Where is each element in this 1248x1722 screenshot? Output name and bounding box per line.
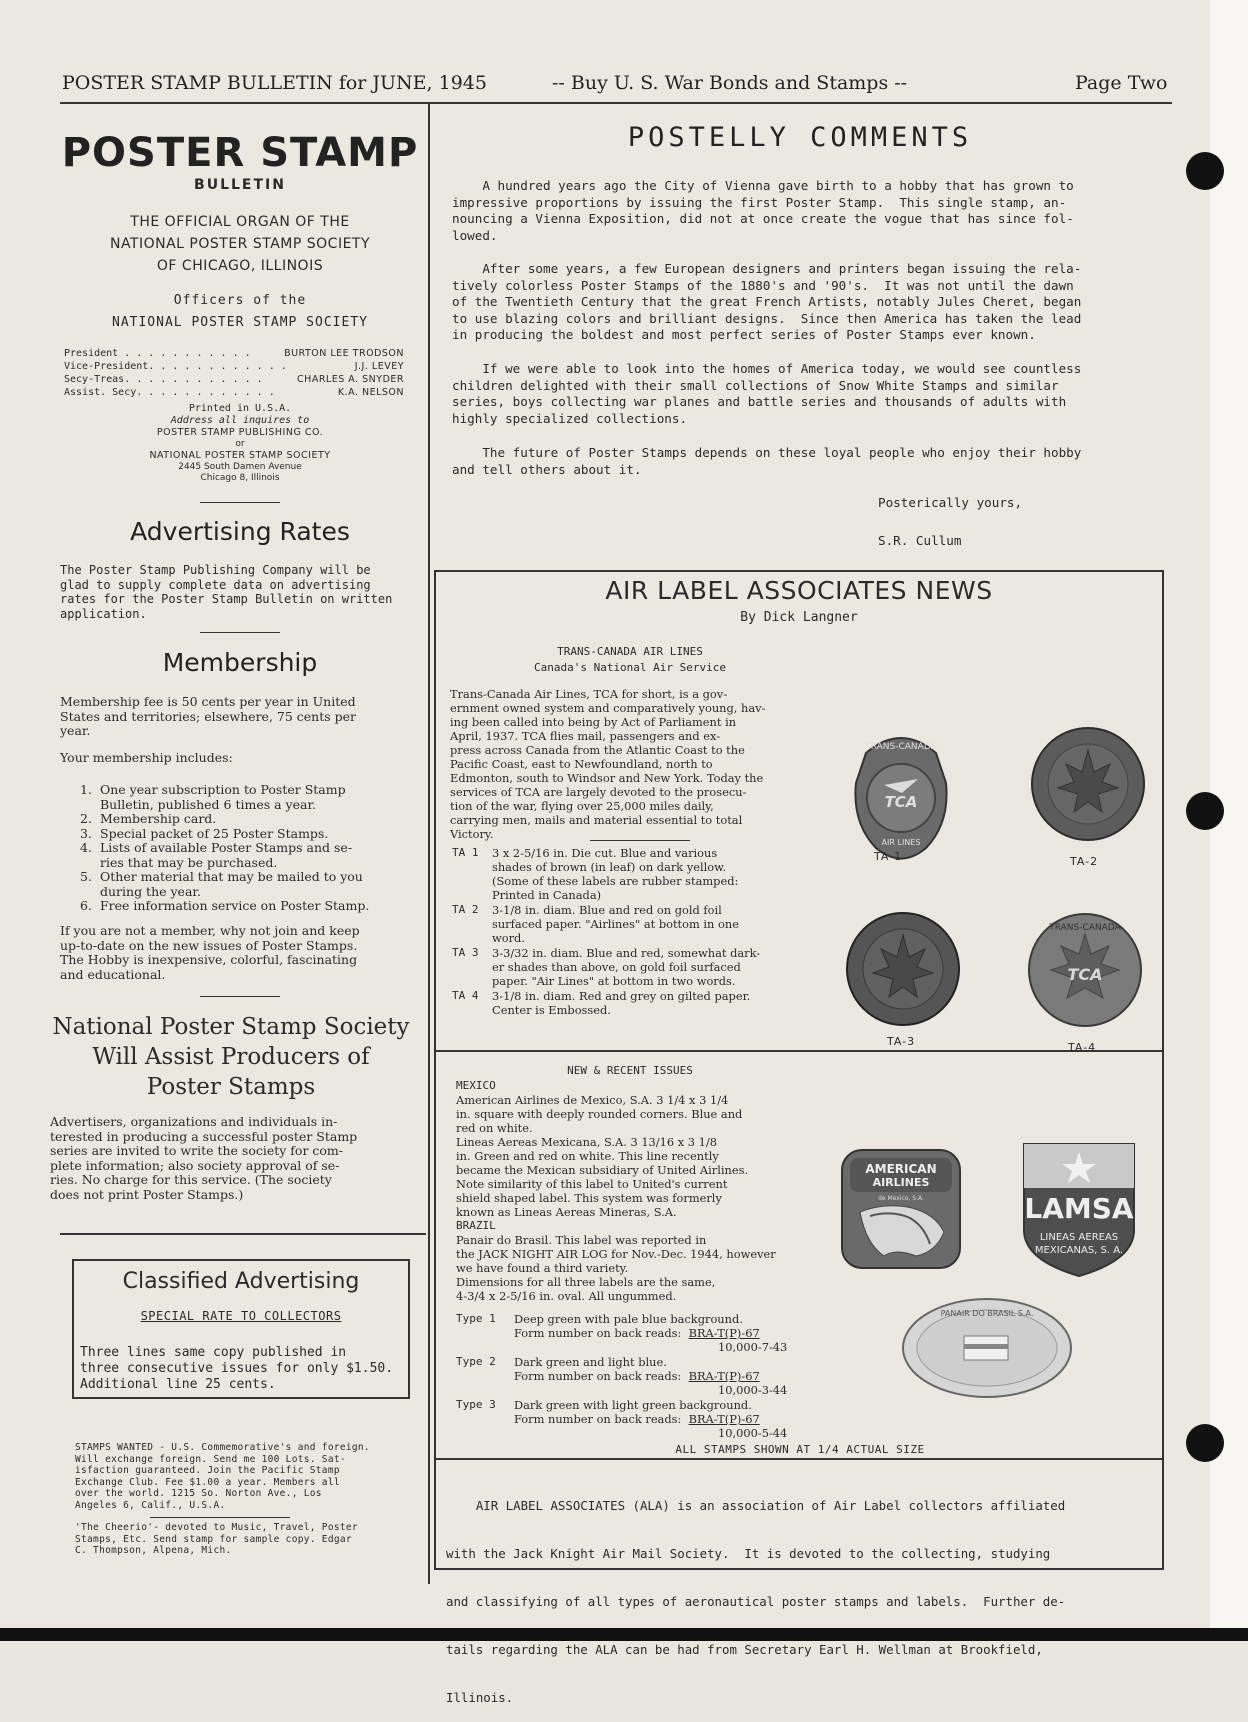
text-line: Free information service on Poster Stamp. bbox=[100, 898, 370, 913]
text-line: Other material that may be mailed to you bbox=[100, 869, 363, 884]
ala-title: AIR LABEL ASSOCIATES NEWS bbox=[605, 576, 993, 605]
text-line: 3-3/32 in. diam. Blue and red, somewhat dark- bbox=[492, 946, 761, 960]
text-line: carrying men, mails and material essential to total bbox=[450, 813, 743, 827]
text-line: Three lines same copy published in bbox=[80, 1345, 347, 1360]
imprint-line: POSTER STAMP PUBLISHING CO. bbox=[156, 427, 324, 438]
header-rule bbox=[60, 102, 1172, 104]
stamp-text: LINEAS AEREAS bbox=[1039, 1232, 1119, 1243]
binder-hole bbox=[1186, 152, 1224, 190]
ta-code: TA 2 bbox=[452, 903, 479, 916]
stamp-text: AIR LINES bbox=[881, 838, 921, 847]
text-line: isfaction guaranteed. Join the Pacific Stamp bbox=[75, 1465, 340, 1476]
text-line: Note similarity of this label to United's current bbox=[456, 1177, 728, 1191]
text-line: One year subscription to Poster Stamp bbox=[100, 782, 346, 797]
text-line: Angeles 6, Calif., U.S.A. bbox=[75, 1499, 226, 1511]
mexico-heading: MEXICO bbox=[456, 1079, 496, 1092]
ta-code: TA 3 bbox=[452, 946, 479, 959]
header-center: -- Buy U. S. War Bonds and Stamps -- bbox=[552, 72, 908, 94]
list-number: 6. bbox=[80, 898, 92, 913]
text-line: (Some of these labels are rubber stamped: bbox=[492, 874, 739, 888]
text-line: known as Lineas Aereas Mineras, S.A. bbox=[456, 1205, 677, 1219]
text-line: The Hobby is inexpensive, colorful, fascinating bbox=[60, 952, 358, 967]
new-issues-heading: NEW & RECENT ISSUES bbox=[567, 1064, 693, 1077]
text-line: application. bbox=[60, 606, 147, 621]
text-line: plete information; also society approval of se- bbox=[50, 1157, 340, 1173]
text-line: shield shaped label. This system was formerly bbox=[456, 1191, 722, 1205]
text-line: AIR LABEL ASSOCIATES (ALA) is an association of Air Label collectors affiliated bbox=[446, 1498, 1066, 1513]
stamp-text: TCA bbox=[884, 793, 918, 811]
org-line: THE OFFICIAL ORGAN OF THE bbox=[130, 214, 350, 230]
type-entry bbox=[456, 1398, 816, 1440]
type-label: Type 2 bbox=[456, 1355, 496, 1368]
title-line: National Poster Stamp Society bbox=[52, 1014, 410, 1040]
classified-title: Classified Advertising bbox=[122, 1269, 360, 1294]
ta-item bbox=[452, 989, 822, 1017]
text-line: with the Jack Knight Air Mail Society. It is devoted to the collecting, studying bbox=[446, 1546, 1051, 1561]
list-item bbox=[80, 841, 420, 870]
stamp-label: TA-3 bbox=[887, 1035, 916, 1048]
text-line: three consecutive issues for only $1.50. bbox=[80, 1361, 394, 1376]
text-line: and classifying of all types of aeronautical poster stamps and labels. Further de- bbox=[446, 1594, 1066, 1609]
officer-role: Secy-Treas. . . . . . . . . . . . bbox=[64, 374, 263, 385]
text-line: April, 1937. TCA flies mail, passengers and ex- bbox=[450, 729, 721, 743]
cheerio-ad bbox=[75, 1522, 425, 1557]
imprint-line: 2445 South Damen Avenue bbox=[178, 462, 302, 472]
imprint bbox=[60, 403, 420, 484]
header-left: POSTER STAMP BULLETIN for JUNE, 1945 bbox=[62, 72, 487, 94]
text-line: States and territories; elsewhere, 75 cents per bbox=[60, 708, 357, 724]
divider bbox=[200, 996, 280, 997]
text-line: Victory. bbox=[450, 827, 494, 841]
imprint-line: Chicago 8, Illinois bbox=[200, 473, 280, 483]
masthead-subtitle: BULLETIN bbox=[194, 177, 286, 193]
assist-title bbox=[38, 1012, 424, 1102]
membership-list bbox=[80, 783, 420, 914]
text-line: 3-1/8 in. diam. Red and grey on gilted paper. bbox=[492, 989, 751, 1003]
text-line: Center is Embossed. bbox=[492, 1003, 611, 1017]
text-line: Will exchange foreign. Send me 100 Lots. Sat- bbox=[75, 1453, 346, 1465]
postelly-paragraph: The future of Poster Stamps depends on these loyal people who enjoy their hobby and tell others about it. bbox=[452, 445, 1082, 477]
postelly-paragraph: After some years, a few European designers and printers began issuing the rela- tively colorless Poster Stamps of the 1880's and '90's. It was not until the dawn of the Twentieth Century that the great French Artists, notably Jules Cheret, began to use blazing colors and brilliant designs. Since then America has taken the lead in producing the boldest and most perfect series of Poster Stamps ever known. bbox=[452, 261, 1082, 342]
officer-name: CHARLES A. SNYDER bbox=[297, 374, 404, 385]
stamp-text: PANAIR DO BRASIL S.A. bbox=[940, 1309, 1034, 1318]
text-line: tion of the war, flying over 25,000 miles daily, bbox=[450, 799, 714, 813]
header-page-number: Page Two bbox=[1075, 72, 1168, 94]
text-line: during the year. bbox=[100, 883, 201, 899]
tca-subheading: Canada's National Air Service bbox=[533, 661, 727, 674]
ta2-stamp-image bbox=[1030, 726, 1146, 842]
text-line: Form number on back reads: bbox=[514, 1326, 682, 1340]
text-line: Lists of available Poster Stamps and se- bbox=[100, 840, 353, 855]
postelly-paragraph: If we were able to look into the homes of America today, we would see countless children delighted with their small collections of Snow White Stamps and similar series, boys collecting war planes and battle series and thousands of adults with highly specialized collections. bbox=[452, 361, 1082, 426]
text-line: we have found a third variety. bbox=[456, 1261, 629, 1275]
officer-name: J.J. LEVEY bbox=[354, 361, 404, 372]
brazil-heading: BRAZIL bbox=[456, 1219, 496, 1232]
ta4-stamp-image bbox=[1026, 906, 1144, 1038]
text-line: Pacific Coast, east to Newfoundland, north to bbox=[450, 757, 713, 771]
postelly-signoff: Posterically yours, bbox=[878, 495, 1023, 510]
list-number: 1. bbox=[80, 782, 92, 797]
text-line: in. square with deeply rounded corners. Blue and bbox=[456, 1107, 743, 1121]
brazil-text bbox=[456, 1233, 816, 1303]
assist-text bbox=[50, 1115, 422, 1202]
tca-heading: TRANS-CANADA AIR LINES bbox=[557, 645, 703, 658]
stamp-text: de Mexico, S.A. bbox=[878, 1195, 924, 1202]
form-number: BRA-T(P)-67 bbox=[688, 1412, 760, 1426]
classified-box bbox=[72, 1259, 410, 1399]
text-line: 3 x 2-5/16 in. Die cut. Blue and various bbox=[492, 846, 718, 860]
text-line: C. Thompson, Alpena, Mich. bbox=[75, 1545, 232, 1556]
stamp-text: MEXICANAS, S. A. bbox=[1034, 1245, 1124, 1256]
divider bbox=[590, 840, 690, 841]
stamp-label: TA-4 bbox=[1068, 1041, 1097, 1054]
officers-heading-line: NATIONAL POSTER STAMP SOCIETY bbox=[112, 315, 368, 330]
print-number: 10,000-5-44 bbox=[718, 1426, 788, 1440]
text-line: red on white. bbox=[456, 1121, 533, 1135]
ta-code: TA 4 bbox=[452, 989, 479, 1002]
text-line: STAMPS WANTED - U.S. Commemorative's and foreign. bbox=[75, 1442, 370, 1453]
panair-stamp-image bbox=[900, 1296, 1074, 1400]
text-line: Membership fee is 50 cents per year in United bbox=[60, 694, 356, 709]
list-item bbox=[80, 812, 420, 827]
text-line: rates for the Poster Stamp Bulletin on written bbox=[60, 592, 393, 606]
text-line: Deep green with pale blue background. bbox=[514, 1312, 743, 1326]
ta-item bbox=[452, 946, 822, 988]
text-line: shades of brown (in leaf) on dark yellow. bbox=[492, 860, 727, 874]
divider bbox=[200, 502, 280, 503]
text-line: year. bbox=[60, 723, 91, 738]
text-line: surfaced paper. "Airlines" at bottom in one bbox=[492, 917, 739, 931]
text-line: Lineas Aereas Mexicana, S.A. 3 13/16 x 3 1/8 bbox=[456, 1135, 718, 1149]
advertising-title: Advertising Rates bbox=[130, 517, 350, 546]
imprint-line: Address all inquires to bbox=[170, 415, 310, 426]
officer-row bbox=[64, 361, 404, 375]
text-line: and educational. bbox=[60, 966, 166, 982]
stamp-text: TRANS-CANADA bbox=[865, 742, 937, 752]
text-line: 3-1/8 in. diam. Blue and red on gold foil bbox=[492, 903, 722, 917]
text-line: Special packet of 25 Poster Stamps. bbox=[100, 825, 329, 841]
text-line: in. Green and red on white. This line recently bbox=[456, 1149, 719, 1163]
imprint-line: Printed in U.S.A. bbox=[188, 403, 292, 414]
text-line: 4-3/4 x 2-5/16 in. oval. All ungummed. bbox=[456, 1289, 677, 1303]
text-line: Dark green with light green background. bbox=[514, 1398, 752, 1412]
print-number: 10,000-7-43 bbox=[718, 1340, 788, 1354]
list-number: 5. bbox=[80, 869, 92, 884]
text-line: word. bbox=[492, 931, 525, 945]
list-item bbox=[80, 899, 420, 914]
text-line: Exchange Club. Fee $1.00 a year. Members all bbox=[75, 1476, 340, 1488]
org-line: OF CHICAGO, ILLINOIS bbox=[156, 258, 324, 274]
stamp-label: TA-1 bbox=[874, 850, 903, 863]
text-line: ing been called into being by Act of Parliament in bbox=[450, 715, 737, 729]
ala-footer bbox=[446, 1466, 1166, 1722]
text-line: became the Mexican subsidiary of United Airlines. bbox=[456, 1163, 749, 1177]
officer-row bbox=[64, 374, 404, 388]
print-number: 10,000-3-44 bbox=[718, 1383, 788, 1397]
imprint-line: or bbox=[235, 439, 245, 449]
membership-includes: Your membership includes: bbox=[60, 750, 233, 765]
classified-text bbox=[80, 1345, 410, 1393]
list-number: 4. bbox=[80, 840, 92, 855]
binder-hole bbox=[1186, 1424, 1224, 1462]
stamp-text: AIRLINES bbox=[872, 1176, 930, 1189]
membership-closing bbox=[60, 924, 420, 982]
stamp-text: TRANS-CANADA bbox=[1049, 923, 1121, 933]
lamsa-stamp-image bbox=[1020, 1140, 1138, 1278]
title-line: Will Assist Producers of bbox=[92, 1044, 370, 1070]
text-line: glad to supply complete data on advertising bbox=[60, 577, 371, 592]
type-entry bbox=[456, 1312, 816, 1354]
binder-hole bbox=[1186, 792, 1224, 830]
ala-byline: By Dick Langner bbox=[740, 610, 858, 625]
american-airlines-stamp-image bbox=[840, 1148, 962, 1270]
text-line: Stamps, Etc. Send stamp for sample copy. Edgar bbox=[75, 1533, 352, 1545]
text-line: over the world. 1215 So. Norton Ave., Los bbox=[75, 1488, 322, 1499]
text-line: up-to-date on the new issues of Poster Stamps. bbox=[60, 937, 358, 953]
mexico-text bbox=[456, 1093, 816, 1219]
list-item bbox=[80, 870, 420, 899]
actual-size-note: ALL STAMPS SHOWN AT 1/4 ACTUAL SIZE bbox=[675, 1443, 925, 1456]
officer-role: President . . . . . . . . . . . bbox=[64, 348, 251, 359]
advertising-text bbox=[60, 563, 420, 621]
imprint-line: NATIONAL POSTER STAMP SOCIETY bbox=[149, 450, 331, 461]
divider bbox=[150, 1517, 290, 1518]
officer-row bbox=[64, 387, 404, 401]
text-line: the JACK NIGHT AIR LOG for Nov.-Dec. 1944, however bbox=[456, 1247, 776, 1261]
text-line: ries that may be purchased. bbox=[100, 854, 278, 870]
text-line: Form number on back reads: bbox=[514, 1412, 682, 1426]
list-number: 3. bbox=[80, 825, 92, 841]
ta-item bbox=[452, 903, 822, 945]
tca-text bbox=[450, 687, 820, 841]
stamps-wanted-ad bbox=[75, 1442, 425, 1511]
text-line: Illinois. bbox=[446, 1690, 514, 1705]
stamp-text: AMERICAN bbox=[865, 1162, 937, 1176]
text-line: Panair do Brasil. This label was reported in bbox=[456, 1233, 707, 1247]
text-line: Edmonton, south to Windsor and New York. Today the bbox=[450, 771, 764, 785]
officer-role: Assist. Secy. . . . . . . . . . . . bbox=[64, 387, 275, 398]
masthead-title: POSTER STAMP bbox=[61, 130, 419, 176]
text-line: does not print Poster Stamps.) bbox=[50, 1186, 244, 1202]
postelly-title: POSTELLY COMMENTS bbox=[627, 122, 973, 153]
postelly-signature: S.R. Cullum bbox=[878, 533, 962, 548]
officer-name: BURTON LEE TRODSON bbox=[284, 348, 404, 359]
text-line: Additional line 25 cents. bbox=[80, 1377, 276, 1392]
text-line: Dark green and light blue. bbox=[514, 1355, 667, 1369]
text-line: series are invited to write the society for com- bbox=[50, 1143, 344, 1158]
officers-heading bbox=[60, 290, 420, 334]
text-line: Bulletin, published 6 times a year. bbox=[100, 796, 317, 812]
text-line: Dimensions for all three labels are the same, bbox=[456, 1275, 716, 1289]
title-line: Poster Stamps bbox=[146, 1074, 316, 1100]
stamp-label: TA-2 bbox=[1070, 855, 1099, 868]
list-number: 2. bbox=[80, 811, 92, 826]
ta-code: TA 1 bbox=[452, 846, 479, 859]
type-entry bbox=[456, 1355, 816, 1397]
ta1-stamp-image bbox=[846, 723, 956, 869]
text-line: Form number on back reads: bbox=[514, 1369, 682, 1383]
text-line: 'The Cheerio'- devoted to Music, Travel, Poster bbox=[75, 1522, 358, 1533]
membership-fee bbox=[60, 695, 420, 739]
text-line: ries. No charge for this service. (The society bbox=[50, 1172, 332, 1187]
divider bbox=[434, 1458, 1164, 1460]
text-line: The Poster Stamp Publishing Company will be bbox=[60, 563, 371, 577]
text-line: Printed in Canada) bbox=[492, 888, 602, 902]
officer-name: K.A. NELSON bbox=[337, 387, 404, 398]
form-number: BRA-T(P)-67 bbox=[688, 1369, 760, 1383]
list-item bbox=[80, 783, 420, 812]
text-line: paper. "Air Lines" at bottom in two words. bbox=[492, 974, 736, 988]
postelly-paragraph: A hundred years ago the City of Vienna gave birth to a hobby that has grown to impressive proportions by issuing the first Poster Stamp. This single stamp, an- nouncing a Vienna Exposition, did not at once create the vogue that has since fol- lowed. bbox=[452, 178, 1074, 243]
column-divider bbox=[428, 104, 430, 1584]
stamp-text: LAMSA bbox=[1024, 1192, 1134, 1225]
text-line: er shades than above, on gold foil surfaced bbox=[492, 960, 741, 974]
text-line: American Airlines de Mexico, S.A. 3 1/4 x 3 1/4 bbox=[456, 1093, 729, 1107]
classified-subtitle: SPECIAL RATE TO COLLECTORS bbox=[140, 1309, 342, 1323]
text-line: press across Canada from the Atlantic Coast to the bbox=[450, 743, 745, 757]
officer-role: Vice-President. . . . . . . . . . . . bbox=[64, 361, 287, 372]
divider bbox=[60, 1233, 426, 1235]
divider bbox=[200, 632, 280, 633]
org-statement bbox=[60, 211, 420, 277]
text-line: services of TCA are largely devoted to the prosecu- bbox=[450, 785, 747, 799]
text-line: If you are not a member, why not join and keep bbox=[60, 923, 360, 938]
type-label: Type 3 bbox=[456, 1398, 496, 1411]
text-line: Advertisers, organizations and individuals in- bbox=[50, 1114, 338, 1129]
ta3-stamp-image bbox=[846, 907, 960, 1031]
text-line: Membership card. bbox=[100, 811, 217, 826]
divider bbox=[434, 1050, 1164, 1052]
membership-title: Membership bbox=[162, 648, 318, 677]
text-line: Trans-Canada Air Lines, TCA for short, is a gov- bbox=[450, 687, 728, 701]
form-number: BRA-T(P)-67 bbox=[688, 1326, 760, 1340]
type-label: Type 1 bbox=[456, 1312, 496, 1325]
text-line: terested in producing a successful poster Stamp bbox=[50, 1128, 358, 1144]
list-item bbox=[80, 827, 420, 842]
text-line: tails regarding the ALA can be had from Secretary Earl H. Wellman at Brookfield, bbox=[446, 1642, 1043, 1657]
org-line: NATIONAL POSTER STAMP SOCIETY bbox=[109, 236, 371, 252]
ta-item bbox=[452, 846, 822, 902]
officers-heading-line: Officers of the bbox=[173, 293, 307, 308]
stamp-text: TCA bbox=[1067, 965, 1103, 984]
text-line: ernment owned system and comparatively young, hav- bbox=[450, 701, 766, 715]
officer-row bbox=[64, 348, 404, 362]
